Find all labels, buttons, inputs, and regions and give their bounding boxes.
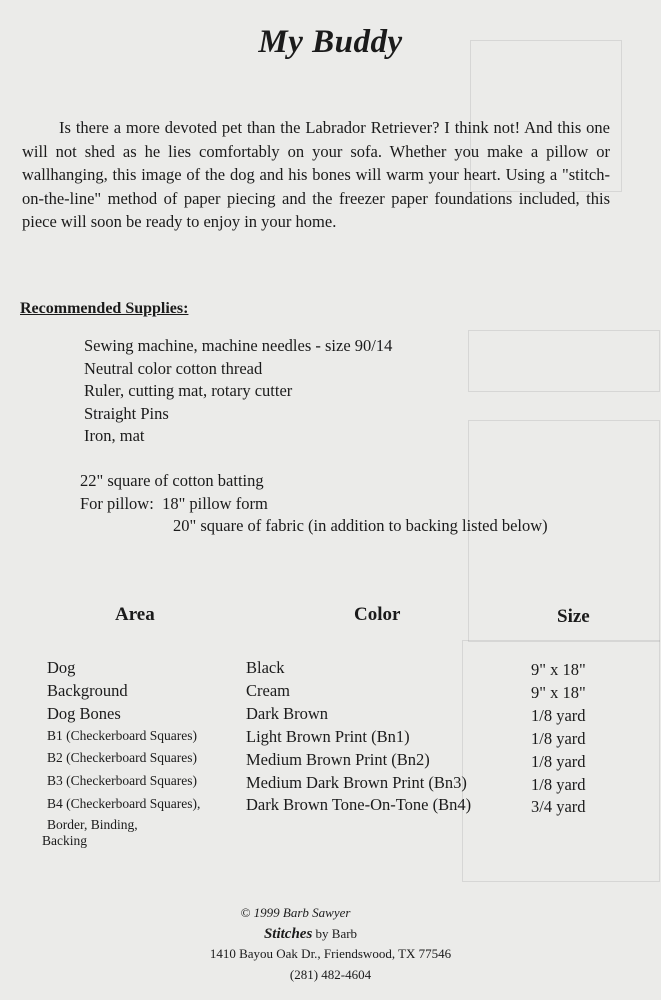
- area-item: B2 (Checkerboard Squares): [47, 750, 197, 766]
- color-item: Cream: [246, 680, 290, 700]
- color-item: Black: [246, 658, 285, 677]
- color-column: [246, 657, 471, 817]
- copyright: © 1999 Barb Sawyer: [240, 905, 351, 920]
- color-item: Medium Dark Brown Print (Bn3): [246, 772, 467, 792]
- fabric-square: 20" square of fabric (in addition to backing listed below): [173, 516, 548, 535]
- supplies-list: [84, 335, 392, 448]
- show-through-box: [468, 330, 660, 392]
- area-header: Area: [115, 604, 155, 625]
- size-item: 1/8 yard: [531, 751, 586, 771]
- fabric-row: [80, 515, 548, 538]
- brand-suffix: by Barb: [315, 925, 358, 941]
- pillow-form: 18" pillow form: [162, 493, 268, 513]
- phone: (281) 482-4604: [289, 966, 372, 982]
- color-item: Dark Brown: [246, 703, 329, 723]
- footer: [0, 903, 661, 985]
- size-item: 1/8 yard: [531, 705, 586, 725]
- area-item-continued: Border, Binding,: [47, 816, 138, 832]
- area-item: Dog Bones: [47, 704, 121, 723]
- intro-paragraph: Is there a more devoted pet than the Labrador Retriever? I think not! And this one will not shed as he lies comfortably on your sofa. Whether you make a pillow or wallhanging, this image of the dog and his bones will warm your heart. Using a "stitch-on-the-line" method of paper piecing and the freezer paper foundations included, this piece will soon be ready to enjoy in your home.: [22, 118, 610, 232]
- supplies-heading: Recommended Supplies:: [20, 300, 189, 317]
- size-column: [531, 659, 586, 819]
- area-item: B4 (Checkerboard Squares),: [47, 796, 201, 812]
- color-header: Color: [354, 604, 401, 625]
- size-item: 9" x 18": [531, 682, 586, 702]
- color-item: Dark Brown Tone-On-Tone (Bn4): [246, 795, 472, 815]
- batting-item: 22" square of cotton batting: [80, 471, 264, 490]
- area-item: Background: [47, 681, 128, 700]
- brand-line: [0, 924, 661, 945]
- supply-item: Sewing machine, machine needles - size 90/14: [84, 336, 393, 355]
- supply-item: Iron, mat: [84, 426, 145, 445]
- supply-item: Neutral color cotton thread: [84, 358, 263, 378]
- supply-item: Ruler, cutting mat, rotary cutter: [84, 381, 293, 400]
- address: 1410 Bayou Oak Dr., Friendswood, TX 77546: [209, 946, 452, 961]
- supply-item: Straight Pins: [84, 403, 169, 423]
- color-item: Medium Brown Print (Bn2): [246, 749, 430, 769]
- size-item: 1/8 yard: [531, 774, 586, 794]
- pillow-row: [80, 493, 548, 516]
- size-header: Size: [557, 606, 590, 627]
- size-item: 9" x 18": [531, 660, 586, 679]
- brand-logo: Stitches: [263, 925, 313, 942]
- area-column: [42, 656, 201, 850]
- area-item: B1 (Checkerboard Squares): [47, 728, 197, 743]
- size-item: 3/4 yard: [531, 797, 586, 817]
- area-item: Dog: [47, 658, 76, 677]
- pillow-label: For pillow:: [80, 493, 154, 513]
- area-item: B3 (Checkerboard Squares): [47, 772, 197, 788]
- color-item: Light Brown Print (Bn1): [246, 726, 410, 746]
- page-title: My Buddy: [258, 24, 403, 60]
- size-item: 1/8 yard: [531, 728, 586, 748]
- batting-and-pillow: [80, 470, 548, 538]
- area-item-continued: Backing: [42, 833, 87, 849]
